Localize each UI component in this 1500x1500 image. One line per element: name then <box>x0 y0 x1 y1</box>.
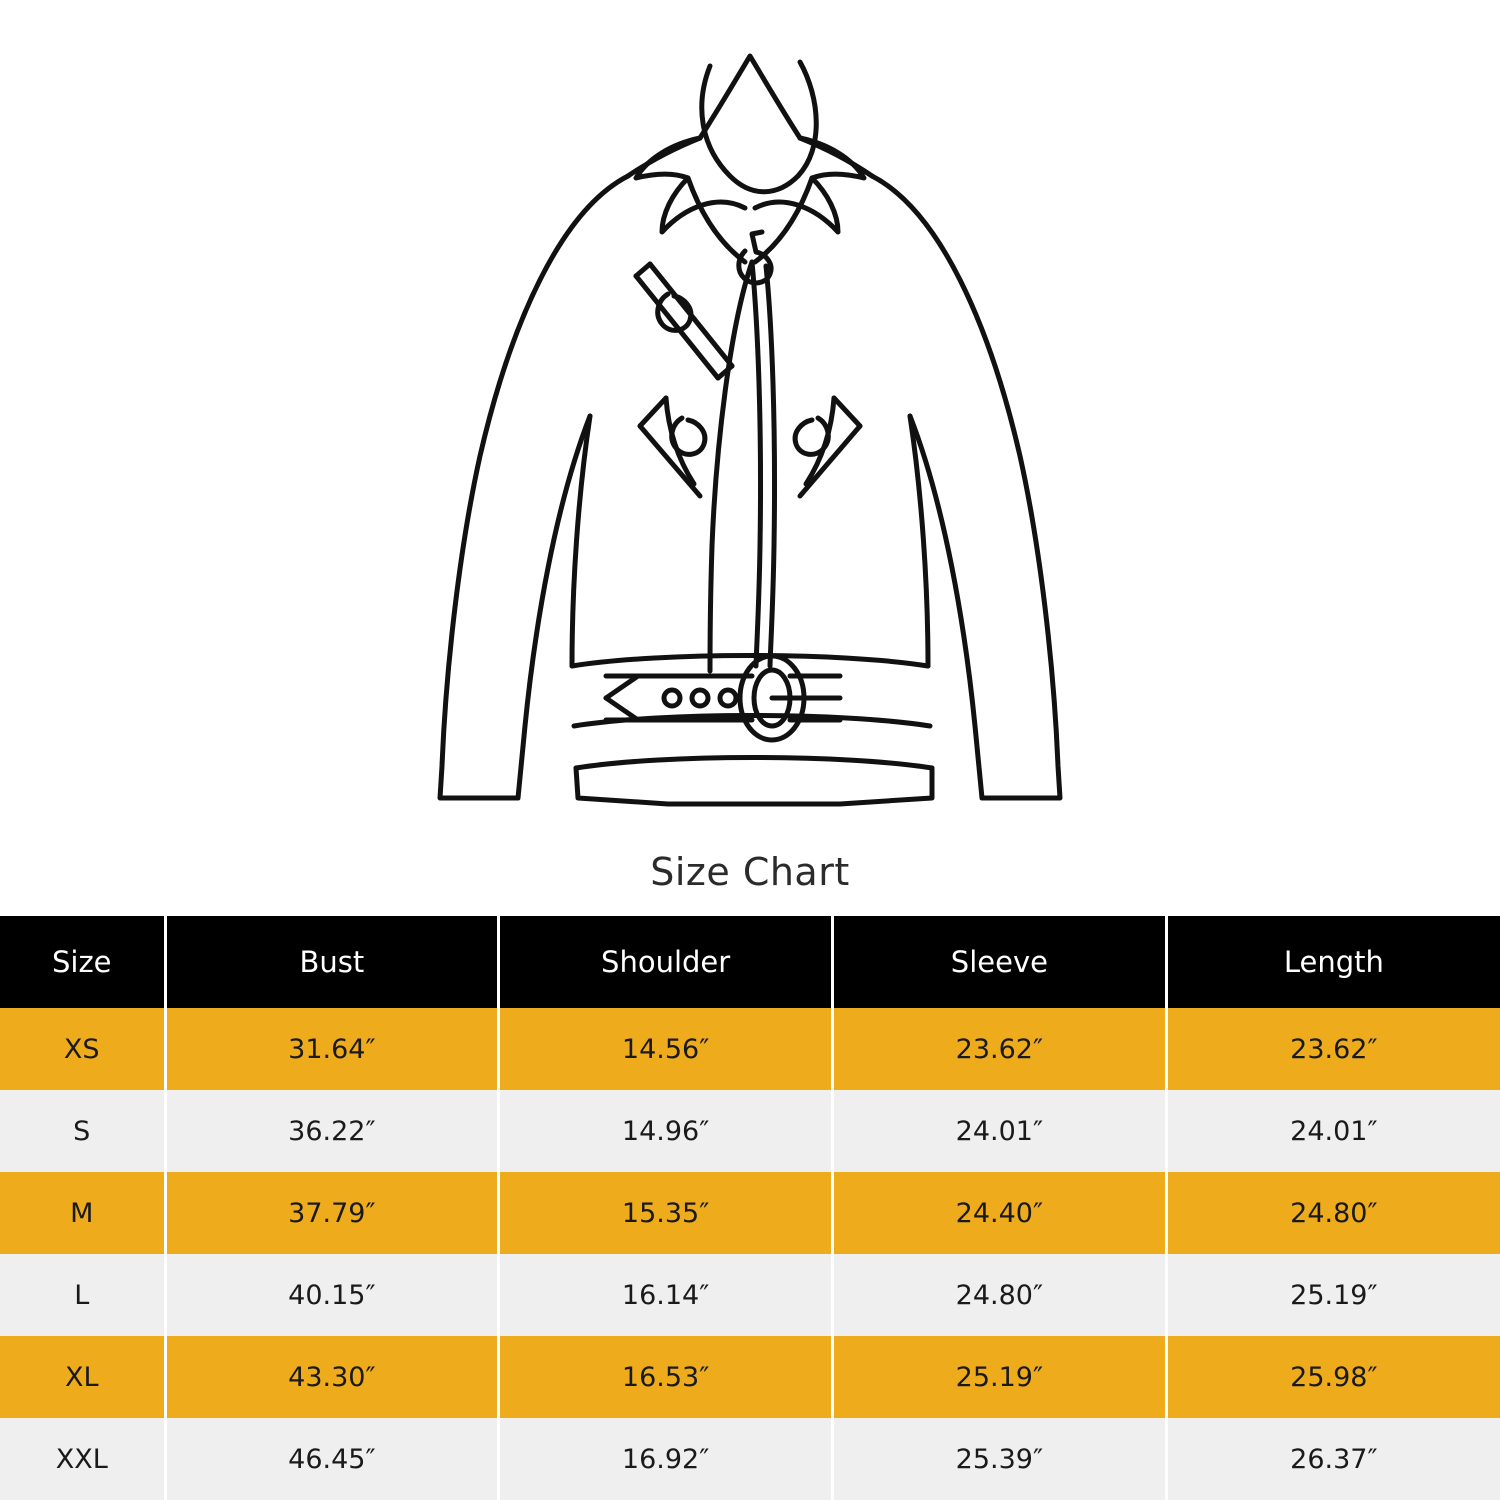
cell-shoulder: 15.35″ <box>499 1172 833 1254</box>
table-row <box>0 1090 1500 1172</box>
cell-shoulder: 16.53″ <box>499 1336 833 1418</box>
cell-sleeve: 24.01″ <box>833 1090 1167 1172</box>
table-row <box>0 1418 1500 1500</box>
cell-bust: 31.64″ <box>165 1008 499 1090</box>
jacket-illustration <box>400 26 1100 816</box>
table-row <box>0 1008 1500 1090</box>
table-header-row <box>0 916 1500 1008</box>
cell-length: 23.62″ <box>1166 1008 1500 1090</box>
cell-length: 25.19″ <box>1166 1254 1500 1336</box>
cell-bust: 43.30″ <box>165 1336 499 1418</box>
cell-length: 26.37″ <box>1166 1418 1500 1500</box>
cell-bust: 46.45″ <box>165 1418 499 1500</box>
cell-sleeve: 24.80″ <box>833 1254 1167 1336</box>
size-chart-table <box>0 916 1500 1500</box>
cell-sleeve: 25.39″ <box>833 1418 1167 1500</box>
cell-length: 24.80″ <box>1166 1172 1500 1254</box>
table-row <box>0 1254 1500 1336</box>
cell-bust: 36.22″ <box>165 1090 499 1172</box>
cell-sleeve: 24.40″ <box>833 1172 1167 1254</box>
cell-shoulder: 16.14″ <box>499 1254 833 1336</box>
cell-shoulder: 16.92″ <box>499 1418 833 1500</box>
cell-size: M <box>0 1172 165 1254</box>
cell-shoulder: 14.56″ <box>499 1008 833 1090</box>
cell-size: XXL <box>0 1418 165 1500</box>
cell-length: 25.98″ <box>1166 1336 1500 1418</box>
cell-sleeve: 23.62″ <box>833 1008 1167 1090</box>
column-header-bust: Bust <box>165 916 499 1008</box>
cell-size: XS <box>0 1008 165 1090</box>
column-header-shoulder: Shoulder <box>499 916 833 1008</box>
cell-shoulder: 14.96″ <box>499 1090 833 1172</box>
cell-sleeve: 25.19″ <box>833 1336 1167 1418</box>
page-title: Size Chart <box>650 850 850 894</box>
cell-bust: 40.15″ <box>165 1254 499 1336</box>
column-header-length: Length <box>1166 916 1500 1008</box>
cell-bust: 37.79″ <box>165 1172 499 1254</box>
cell-size: S <box>0 1090 165 1172</box>
column-header-sleeve: Sleeve <box>833 916 1167 1008</box>
table-row <box>0 1336 1500 1418</box>
cell-size: L <box>0 1254 165 1336</box>
cell-length: 24.01″ <box>1166 1090 1500 1172</box>
column-header-size: Size <box>0 916 165 1008</box>
table-row <box>0 1172 1500 1254</box>
cell-size: XL <box>0 1336 165 1418</box>
